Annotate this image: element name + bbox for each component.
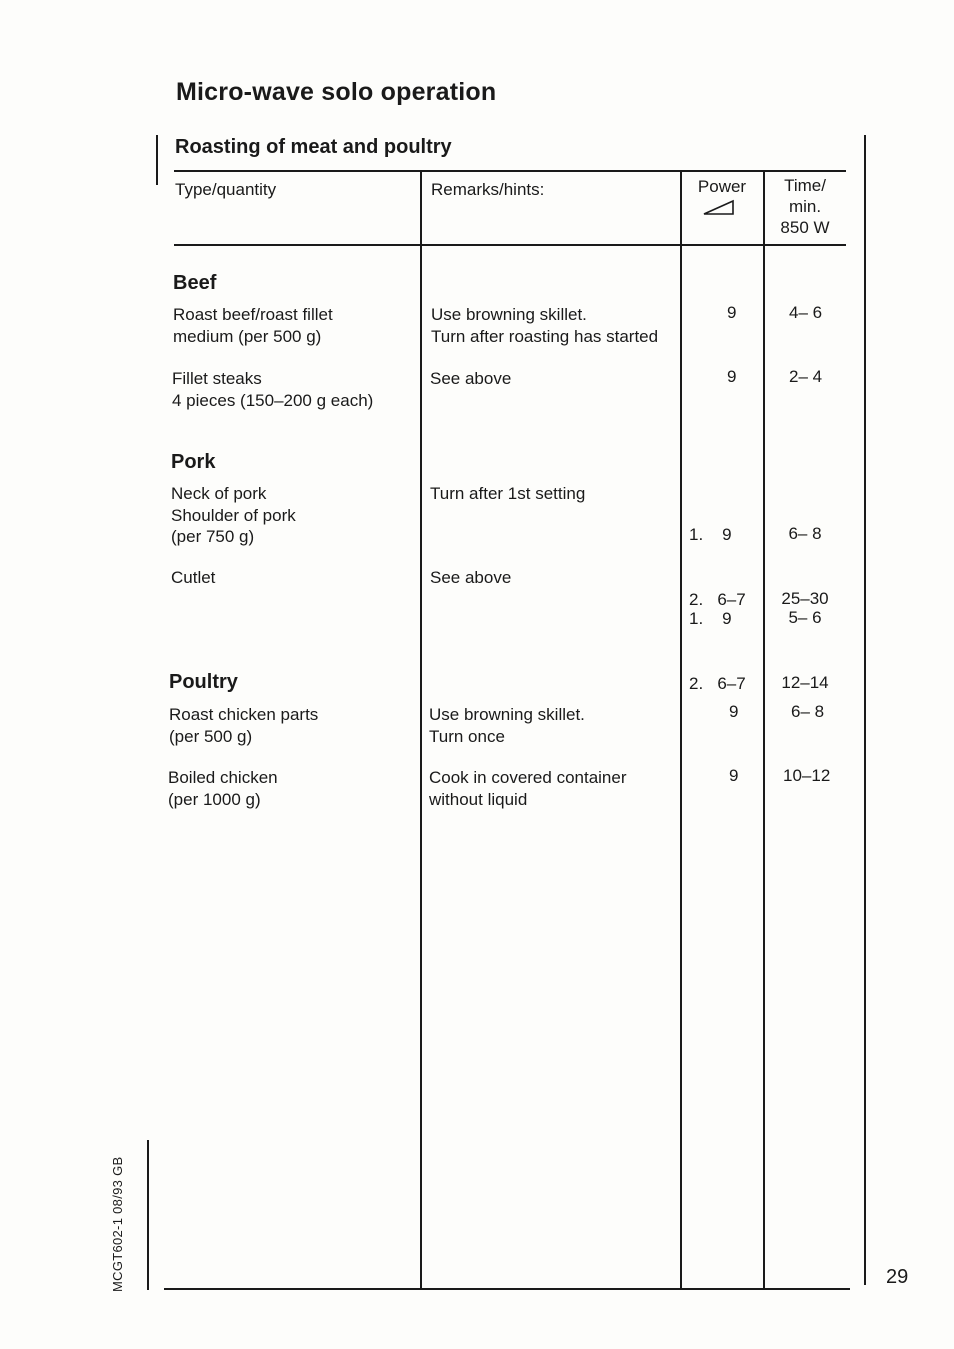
header-time-line1: Time/ — [784, 176, 826, 195]
left-bottom-rule — [147, 1140, 149, 1290]
remarks-line: See above — [430, 369, 512, 388]
pork-row-2-type — [171, 567, 215, 589]
group-heading-pork: Pork — [171, 451, 216, 473]
group-heading-poultry: Poultry — [169, 671, 238, 693]
poultry-row-2-power: 9 — [729, 766, 739, 785]
pork-row-2-remarks — [430, 567, 511, 589]
type-line: (per 500 g) — [169, 726, 253, 746]
pork-row-1-remarks — [430, 483, 585, 505]
header-time-line2: min. — [788, 197, 822, 216]
poultry-row-1-time: 6– 8 — [791, 702, 825, 721]
pork-row-2-time — [770, 564, 840, 715]
beef-row-2-time: 2– 4 — [789, 367, 823, 386]
power-line: 1. 9 — [689, 609, 732, 628]
remarks-line: Use browning skillet. — [431, 305, 587, 324]
poultry-row-1-remarks — [429, 704, 585, 747]
header-time-line3: 850 W — [780, 218, 830, 237]
poultry-row-2-remarks — [429, 767, 627, 810]
poultry-row-1-type — [169, 704, 318, 747]
page-number: 29 — [886, 1266, 909, 1288]
beef-row-2-type — [172, 368, 373, 411]
table-bottom-rule — [164, 1288, 850, 1290]
remarks-line: See above — [430, 568, 512, 587]
left-margin-rule — [156, 135, 158, 185]
type-line: Roast beef/roast fillet — [173, 305, 333, 324]
type-line: Cutlet — [171, 568, 216, 587]
page-title: Micro-wave solo operation — [176, 78, 497, 106]
time-line: 12–14 — [781, 672, 829, 692]
remarks-line: Turn after 1st setting — [430, 484, 586, 503]
table-top-rule — [174, 170, 846, 172]
type-line: Fillet steaks — [172, 369, 262, 388]
type-line: (per 1000 g) — [168, 789, 261, 809]
remarks-line: without liquid — [429, 789, 528, 809]
header-type-quantity: Type/quantity — [175, 180, 277, 199]
time-line: 25–30 — [781, 588, 829, 608]
section-title: Roasting of meat and poultry — [175, 136, 452, 158]
poultry-row-1-power: 9 — [729, 702, 739, 721]
pork-row-1-type — [171, 483, 296, 548]
group-heading-beef: Beef — [173, 272, 217, 294]
type-line: Neck of pork — [171, 484, 267, 503]
header-power: Power — [697, 177, 747, 196]
beef-row-1-remarks — [431, 304, 658, 347]
time-line: 5– 6 — [788, 608, 822, 627]
document-code: MCGT602-1 08/93 GB — [110, 1156, 125, 1292]
time-line: 6– 8 — [788, 524, 822, 543]
right-margin-rule — [864, 135, 866, 1285]
remarks-line: Turn after roasting has started — [431, 326, 659, 346]
column-divider-3 — [763, 170, 765, 1289]
type-line: medium (per 500 g) — [173, 326, 322, 346]
column-divider-2 — [680, 170, 682, 1289]
type-line: (per 750 g) — [171, 527, 255, 546]
pork-row-2-power — [689, 565, 746, 716]
power-line: 2. 6–7 — [689, 589, 746, 609]
poultry-row-2-type — [168, 767, 278, 810]
beef-row-2-power: 9 — [727, 367, 737, 386]
power-line: 2. 6–7 — [689, 673, 746, 693]
column-divider-1 — [420, 170, 422, 1289]
type-line: Boiled chicken — [168, 768, 278, 787]
remarks-line: Cook in covered container — [429, 768, 627, 787]
beef-row-1-type — [173, 304, 333, 347]
header-time — [765, 175, 845, 238]
beef-row-1-power: 9 — [727, 303, 737, 322]
power-line: 1. 9 — [689, 525, 732, 544]
beef-row-1-time: 4– 6 — [789, 303, 823, 322]
power-symbol-icon — [703, 199, 737, 216]
type-line: 4 pieces (150–200 g each) — [172, 390, 374, 410]
type-line: Roast chicken parts — [169, 705, 319, 724]
remarks-line: Turn once — [429, 726, 505, 746]
type-line: Shoulder of pork — [171, 505, 296, 525]
beef-row-2-remarks — [430, 368, 511, 390]
table-header-rule — [174, 244, 846, 246]
remarks-line: Use browning skillet. — [429, 705, 585, 724]
poultry-row-2-time: 10–12 — [783, 766, 831, 785]
header-remarks: Remarks/hints: — [431, 180, 545, 199]
